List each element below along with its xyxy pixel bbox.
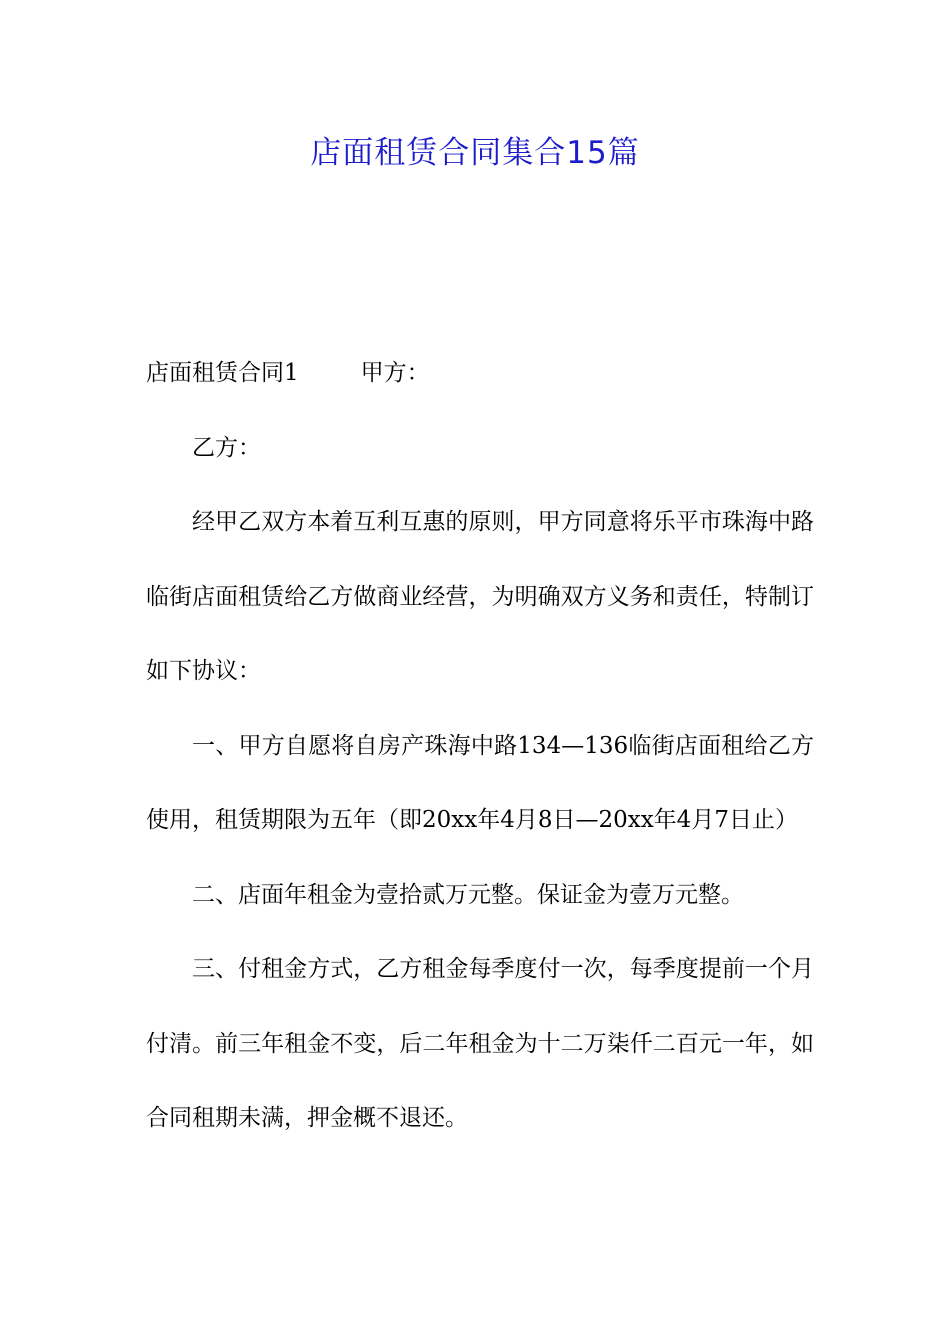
document-title: 店面租赁合同集合15篇 [310, 135, 640, 171]
clause-3-paragraph: 三、付租金方式，乙方租金每季度付一次，每季度提前一个月付清。前三年租金不变，后二年租金为十二万柒仟二百元一年，如合同租期未满，押金概不退还。 [146, 956, 814, 1131]
party-a-label: 甲方： [360, 360, 430, 386]
preamble-paragraph: 经甲乙双方本着互利互惠的原则，甲方同意将乐平市珠海中路临街店面租赁给乙方做商业经营，为明确双方义务和责任，特制订如下协议： [146, 509, 814, 684]
clause-2-paragraph: 二、店面年租金为壹拾贰万元整。保证金为壹万元整。 [192, 881, 744, 908]
clause-1-paragraph: 一、甲方自愿将自房产珠海中路134—136临街店面租给乙方使用，租赁期限为五年（即20xx年4月8日—20xx年4月7日止） [146, 732, 814, 833]
contract-number: 店面租赁合同1 [146, 360, 299, 386]
contract-heading-line [146, 336, 814, 411]
party-b-label: 乙方： [192, 434, 261, 461]
document-body [146, 336, 814, 1156]
